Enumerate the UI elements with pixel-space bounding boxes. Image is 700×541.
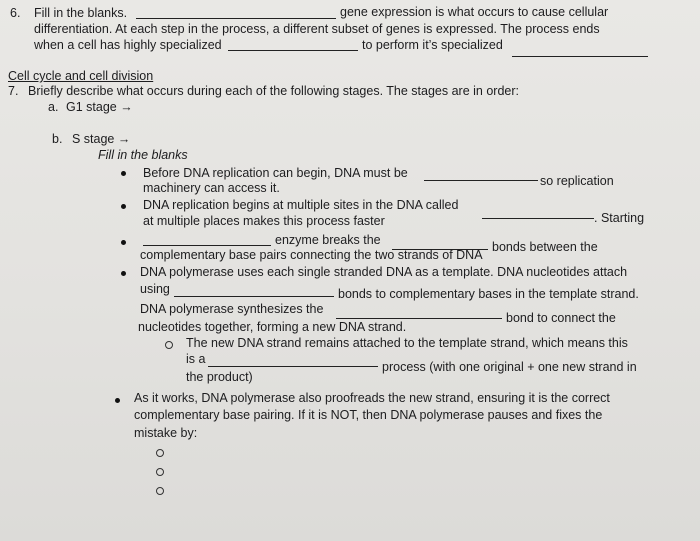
bullet-3-text-b: bonds between the [492, 240, 598, 254]
question-6-text-3a: when a cell has highly specialized [34, 38, 222, 52]
bullet-2-text-a: DNA replication begins at multiple sites in the DNA called [143, 198, 459, 212]
bullet-point [121, 204, 126, 209]
question-7-number: 7. [8, 84, 19, 98]
bullet-point [121, 271, 126, 276]
sub-text-b: is a [186, 352, 206, 366]
bullet-3-text-c: complementary base pairs connecting the two strands of DNA [140, 248, 483, 262]
stage-a-label: a. [48, 100, 59, 114]
bullet-4-text-b: using [140, 282, 170, 296]
question-6-text-1: gene expression is what occurs to cause cellular [340, 5, 609, 19]
bullet-1-text-b: so replication [540, 174, 614, 188]
empty-sub-bullet [156, 487, 164, 495]
bullet-point [115, 398, 120, 403]
empty-sub-bullet [156, 468, 164, 476]
sub-text-c: process (with one original + one new strand in [382, 360, 637, 374]
bullet-5-text-b: complementary base pairing. If it is NOT, then DNA polymerase pauses and fixes the [134, 408, 603, 422]
sub-text-d: the product) [186, 370, 253, 384]
bullet-2-text-b: . Starting [594, 211, 645, 225]
question-6-text-2: differentiation. At each step in the process, a different subset of genes is expressed. The process ends [34, 22, 600, 36]
blank-line[interactable] [208, 366, 378, 367]
stage-b-text: S stage → [72, 132, 131, 146]
question-7-text: Briefly describe what occurs during each of the following stages. The stages are in order: [28, 84, 520, 98]
bullet-4-text-f: nucleotides together, forming a new DNA strand. [138, 320, 407, 334]
bullet-4-text-e: bond to connect the [506, 311, 616, 325]
sub-bullet [165, 341, 173, 349]
blank-line[interactable] [174, 296, 334, 297]
stage-b-label: b. [52, 132, 63, 146]
blank-line[interactable] [424, 180, 538, 181]
bullet-4-text-c: bonds to complementary bases in the template strand. [338, 287, 639, 301]
blank-line[interactable] [136, 18, 336, 19]
blank-line[interactable] [228, 50, 358, 51]
bullet-1-text-c: machinery can access it. [143, 181, 280, 195]
sub-text-a: The new DNA strand remains attached to the template strand, which means this [186, 336, 628, 350]
stage-a-text: G1 stage → [66, 100, 133, 114]
bullet-1-text-a: Before DNA replication can begin, DNA must be [143, 166, 408, 180]
bullet-point [121, 240, 126, 245]
bullet-point [121, 171, 126, 176]
blank-line[interactable] [512, 56, 648, 57]
bullet-5-text-c: mistake by: [134, 426, 198, 440]
question-6-number: 6. [10, 6, 21, 20]
question-6-text-3b: to perform it’s specialized [362, 38, 503, 52]
section-heading: Cell cycle and cell division [8, 69, 154, 83]
question-6-lead: Fill in the blanks. [34, 6, 128, 20]
empty-sub-bullet [156, 449, 164, 457]
bullet-3-text-a: enzyme breaks the [275, 233, 381, 247]
blank-line[interactable] [143, 245, 271, 246]
blank-line[interactable] [482, 218, 594, 219]
fill-in-heading: Fill in the blanks [98, 148, 188, 162]
bullet-5-text-a: As it works, DNA polymerase also proofreads the new strand, ensuring it is the correct [134, 391, 610, 405]
bullet-4-text-a: DNA polymerase uses each single stranded DNA as a template. DNA nucleotides attach [140, 265, 628, 279]
blank-line[interactable] [336, 318, 502, 319]
bullet-2-text-c: at multiple places makes this process faster [143, 214, 385, 228]
bullet-4-text-d: DNA polymerase synthesizes the [140, 302, 324, 316]
